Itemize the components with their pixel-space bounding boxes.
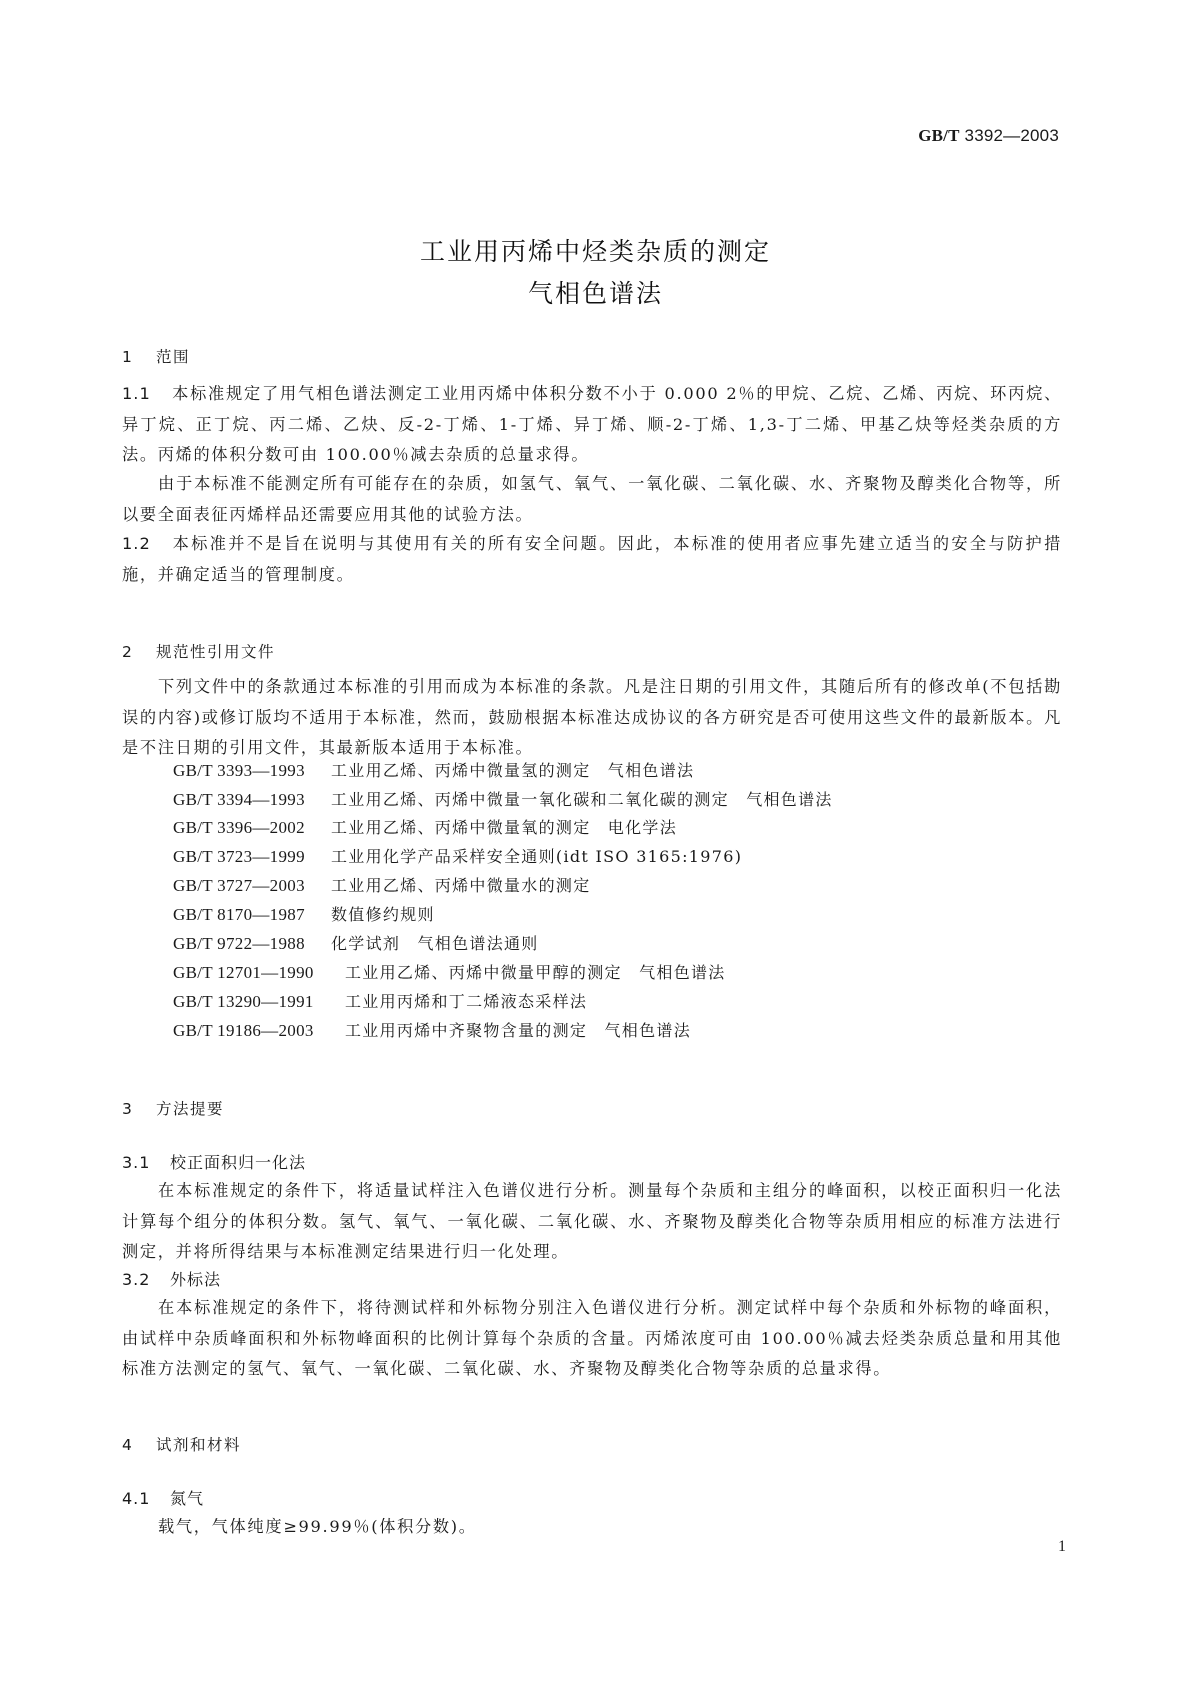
page-number: 1 <box>1058 1538 1066 1555</box>
reference-code: GB/T 9722—1988 <box>173 934 305 953</box>
reference-code: GB/T 12701—1990 <box>173 963 314 982</box>
reference-title: 工业用乙烯、丙烯中微量一氧化碳和二氧化碳的测定 气相色谱法 <box>331 790 833 809</box>
reference-title: 工业用乙烯、丙烯中微量甲醇的测定 气相色谱法 <box>345 963 726 982</box>
section-2-heading <box>122 640 1062 662</box>
reference-item <box>173 989 587 1012</box>
section-title: 方法提要 <box>156 1100 225 1118</box>
reference-title: 数值修约规则 <box>331 905 435 924</box>
reference-code: GB/T 3727—2003 <box>173 876 305 895</box>
standard-code: 3392—2003 <box>959 126 1059 145</box>
reference-title: 工业用丙烯中齐聚物含量的测定 气相色谱法 <box>345 1021 692 1040</box>
section-title: 范围 <box>156 348 191 366</box>
reference-item <box>173 931 539 954</box>
reference-title: 工业用化学产品采样安全通则(idt ISO 3165:1976) <box>331 847 743 866</box>
section-3-heading <box>122 1097 1062 1119</box>
section-2-intro: 下列文件中的条款通过本标准的引用而成为本标准的条款。凡是注日期的引用文件，其随后所有的修改单(不包括勘误的内容)或修订版均不适用于本标准，然而，鼓励根据本标准达成协议的各方研究是否可使用这些文件的最新版本。凡是不注日期的引用文件，其最新版本适用于本标准。 <box>122 677 1062 757</box>
section-title: 试剂和材料 <box>156 1436 242 1454</box>
reference-item <box>173 815 677 838</box>
reference-code: GB/T 3723—1999 <box>173 847 305 866</box>
reference-code: GB/T 13290—1991 <box>173 992 314 1011</box>
reference-code: GB/T 3396—2002 <box>173 818 305 837</box>
standard-number <box>918 126 1059 146</box>
clause-1-1-note: 由于本标准不能测定所有可能存在的杂质，如氢气、氧气、一氧化碳、二氧化碳、水、齐聚物及醇类化合物等，所以要全面表征丙烯样品还需要应用其他的试验方法。 <box>122 474 1062 524</box>
reference-item <box>173 902 435 925</box>
subsection-4-1-heading <box>122 1486 1062 1509</box>
subsection-number: 3.2 <box>122 1270 151 1289</box>
reference-title: 工业用乙烯、丙烯中微量氢的测定 气相色谱法 <box>331 761 695 780</box>
subsection-title: 氮气 <box>170 1489 205 1508</box>
document-title: 工业用丙烯中烃类杂质的测定 <box>419 237 771 266</box>
section-number: 4 <box>122 1436 134 1454</box>
subsection-3-1-heading <box>122 1150 1062 1173</box>
reference-title: 工业用乙烯、丙烯中微量水的测定 <box>331 876 591 895</box>
section-4-heading <box>122 1433 1062 1455</box>
reference-title: 工业用乙烯、丙烯中微量氧的测定 电化学法 <box>331 818 678 837</box>
reference-title: 化学试剂 气相色谱法通则 <box>331 934 539 953</box>
subsection-3-1-text: 在本标准规定的条件下，将适量试样注入色谱仪进行分析。测量每个杂质和主组分的峰面积，以校正面积归一化法计算每个组分的体积分数。氢气、氧气、一氧化碳、二氧化碳、水、齐聚物及醇类化合物等杂质用相应的标准方法进行测定，并将所得结果与本标准测定结果进行归一化处理。 <box>122 1181 1062 1261</box>
subsection-number: 3.1 <box>122 1153 151 1172</box>
reference-item <box>173 960 726 983</box>
subsection-3-2-text: 在本标准规定的条件下，将待测试样和外标物分别注入色谱仪进行分析。测定试样中每个杂质和外标物的峰面积，由试样中杂质峰面积和外标物峰面积的比例计算每个杂质的含量。丙烯浓度可由 100.00％减去烃类杂质总量和用其他标准方法测定的氢气、氧气、一氧化碳、二氧化碳、水、齐聚物及醇类化合物等杂质的总量求得。 <box>122 1298 1062 1378</box>
reference-code: GB/T 3394—1993 <box>173 790 305 809</box>
reference-title: 工业用丙烯和丁二烯液态采样法 <box>345 992 588 1011</box>
clause-1-2 <box>122 529 1062 590</box>
clause-number: 1.2 <box>122 534 151 553</box>
reference-item <box>173 844 742 867</box>
subsection-title: 外标法 <box>170 1270 222 1289</box>
subsection-number: 4.1 <box>122 1489 151 1508</box>
section-1-heading <box>122 345 1062 367</box>
reference-code: GB/T 3393—1993 <box>173 761 305 780</box>
section-number: 2 <box>122 643 134 661</box>
reference-code: GB/T 19186—2003 <box>173 1021 314 1040</box>
reference-code: GB/T 8170—1987 <box>173 905 305 924</box>
subsection-title: 校正面积归一化法 <box>170 1153 307 1172</box>
section-number: 1 <box>122 348 134 366</box>
section-title: 规范性引用文件 <box>156 643 276 661</box>
standard-prefix: GB/T <box>918 126 960 145</box>
reference-item <box>173 873 591 896</box>
reference-item <box>173 787 833 810</box>
section-number: 3 <box>122 1100 134 1118</box>
clause-text: 本标准规定了用气相色谱法测定工业用丙烯中体积分数不小于 0.000 2％的甲烷、乙烷、乙烯、丙烷、环丙烷、异丁烷、正丁烷、丙二烯、乙炔、反-2-丁烯、1-丁烯、异丁烯、顺-2-丁烯、1,3-丁二烯、甲基乙炔等烃类杂质的方法。丙烯的体积分数可由 100.00％减去杂质的总量求得。 <box>122 384 1062 464</box>
clause-text: 本标准并不是旨在说明与其使用有关的所有安全问题。因此，本标准的使用者应事先建立适当的安全与防护措施，并确定适当的管理制度。 <box>122 534 1062 584</box>
reference-item <box>173 1018 691 1041</box>
subsection-4-1-text: 载气，气体纯度≥99.99％(体积分数)。 <box>158 1517 477 1536</box>
clause-number: 1.1 <box>122 384 151 403</box>
clause-1-1 <box>122 379 1062 471</box>
subsection-3-2-heading <box>122 1267 1062 1290</box>
document-subtitle: 气相色谱法 <box>527 279 663 308</box>
reference-item <box>173 758 694 781</box>
